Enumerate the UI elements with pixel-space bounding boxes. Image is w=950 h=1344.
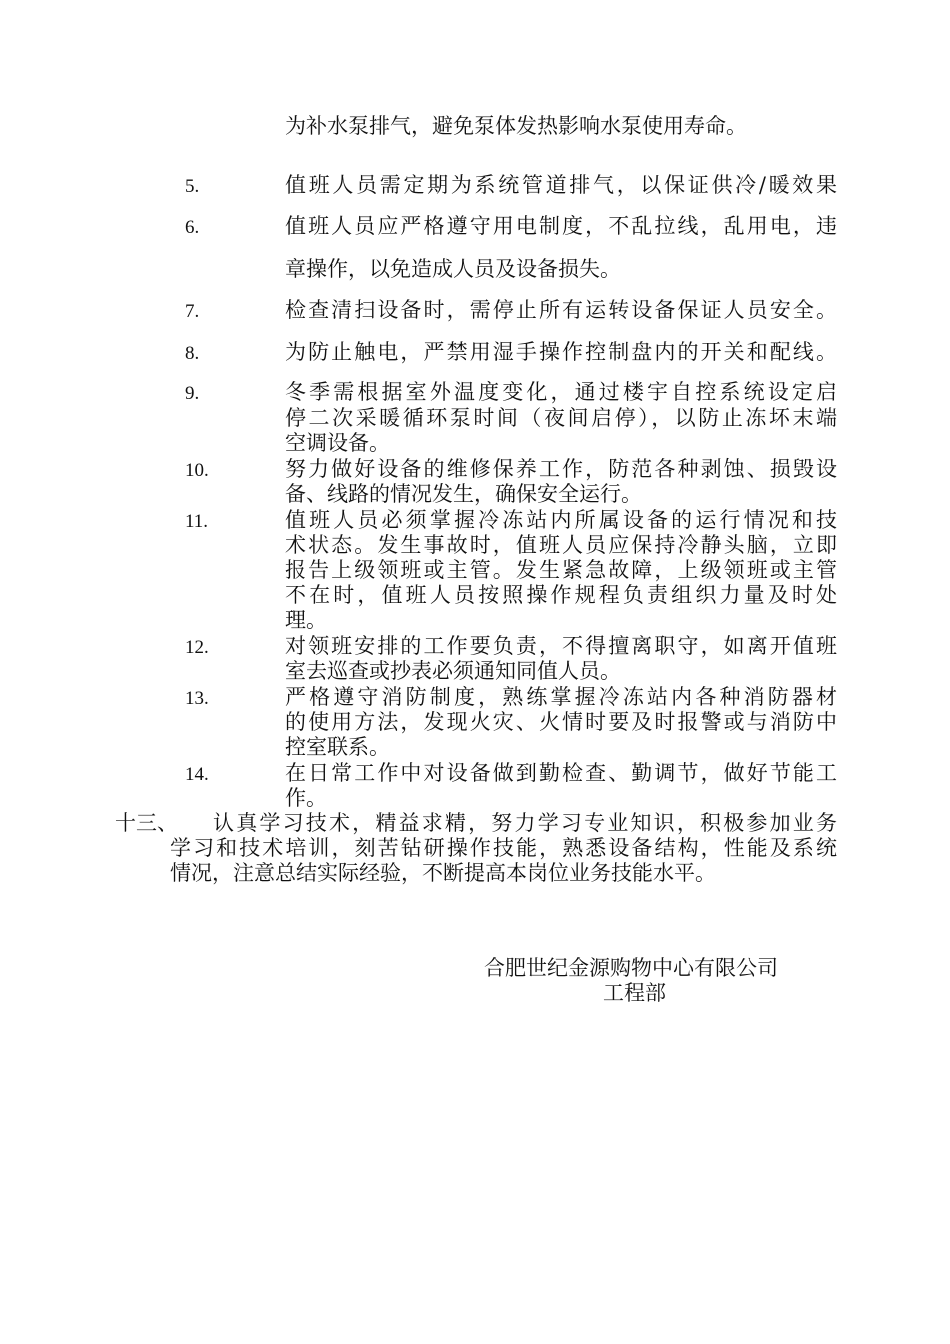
list-item-line: 努力做好设备的维修保养工作，防范各种剥蚀、损毁设 xyxy=(285,457,837,481)
list-item-line: 为防止触电，严禁用湿手操作控制盘内的开关和配线。 xyxy=(285,340,837,364)
list-item-number: 13. xyxy=(185,688,209,709)
list-item-line: 理。 xyxy=(285,608,327,632)
list-item-line: 检查清扫设备时，需停止所有运转设备保证人员安全。 xyxy=(285,298,837,322)
list-item-line: 报告上级领班或主管。发生紧急故障，上级领班或主管 xyxy=(285,558,837,582)
signature-company: 合肥世纪金源购物中心有限公司 xyxy=(484,956,778,980)
list-item-number: 9. xyxy=(185,383,200,404)
list-item-line: 停二次采暖循环泵时间（夜间启停），以防止冻坏末端 xyxy=(285,406,837,430)
list-item-line: 室去巡查或抄表必须通知同值人员。 xyxy=(285,659,621,683)
intro-line: 为补水泵排气，避免泵体发热影响水泵使用寿命。 xyxy=(285,114,747,138)
section-line: 情况，注意总结实际经验，不断提高本岗位业务技能水平。 xyxy=(170,861,716,885)
list-item-number: 5. xyxy=(185,176,200,197)
list-item-line: 值班人员必须掌握冷冻站内所属设备的运行情况和技 xyxy=(285,508,837,532)
list-item-line: 章操作，以免造成人员及设备损失。 xyxy=(285,257,621,281)
list-item-line: 空调设备。 xyxy=(285,431,390,455)
list-item-number: 10. xyxy=(185,460,209,481)
section-label: 十三、 xyxy=(115,811,178,835)
list-item-number: 14. xyxy=(185,764,209,785)
list-item-line: 严格遵守消防制度，熟练掌握冷冻站内各种消防器材 xyxy=(285,685,837,709)
section-line: 学习和技术培训，刻苦钻研操作技能，熟悉设备结构，性能及系统 xyxy=(170,836,837,860)
signature-department: 工程部 xyxy=(603,981,666,1005)
list-item-line: 冬季需根据室外温度变化，通过楼宇自控系统设定启 xyxy=(285,380,837,404)
list-item-line: 的使用方法，发现火灾、火情时要及时报警或与消防中 xyxy=(285,710,837,734)
list-item-number: 8. xyxy=(185,343,200,364)
list-item-line: 作。 xyxy=(285,786,327,810)
list-item-line: 术状态。发生事故时，值班人员应保持冷静头脑，立即 xyxy=(285,533,837,557)
list-item-line: 对领班安排的工作要负责，不得擅离职守，如离开值班 xyxy=(285,634,837,658)
list-item-line: 值班人员需定期为系统管道排气，以保证供冷/暖效果 xyxy=(285,173,837,197)
section-line: 认真学习技术，精益求精，努力学习专业知识，积极参加业务 xyxy=(213,811,837,835)
list-item-line: 值班人员应严格遵守用电制度，不乱拉线，乱用电，违 xyxy=(285,214,837,238)
list-item-line: 在日常工作中对设备做到勤检查、勤调节，做好节能工 xyxy=(285,761,837,785)
list-item-line: 备、线路的情况发生，确保安全运行。 xyxy=(285,482,642,506)
list-item-line: 不在时，值班人员按照操作规程负责组织力量及时处 xyxy=(285,583,837,607)
list-item-line: 控室联系。 xyxy=(285,735,390,759)
list-item-number: 12. xyxy=(185,637,209,658)
list-item-number: 6. xyxy=(185,217,200,238)
list-item-number: 11. xyxy=(185,511,209,532)
list-item-number: 7. xyxy=(185,301,200,322)
